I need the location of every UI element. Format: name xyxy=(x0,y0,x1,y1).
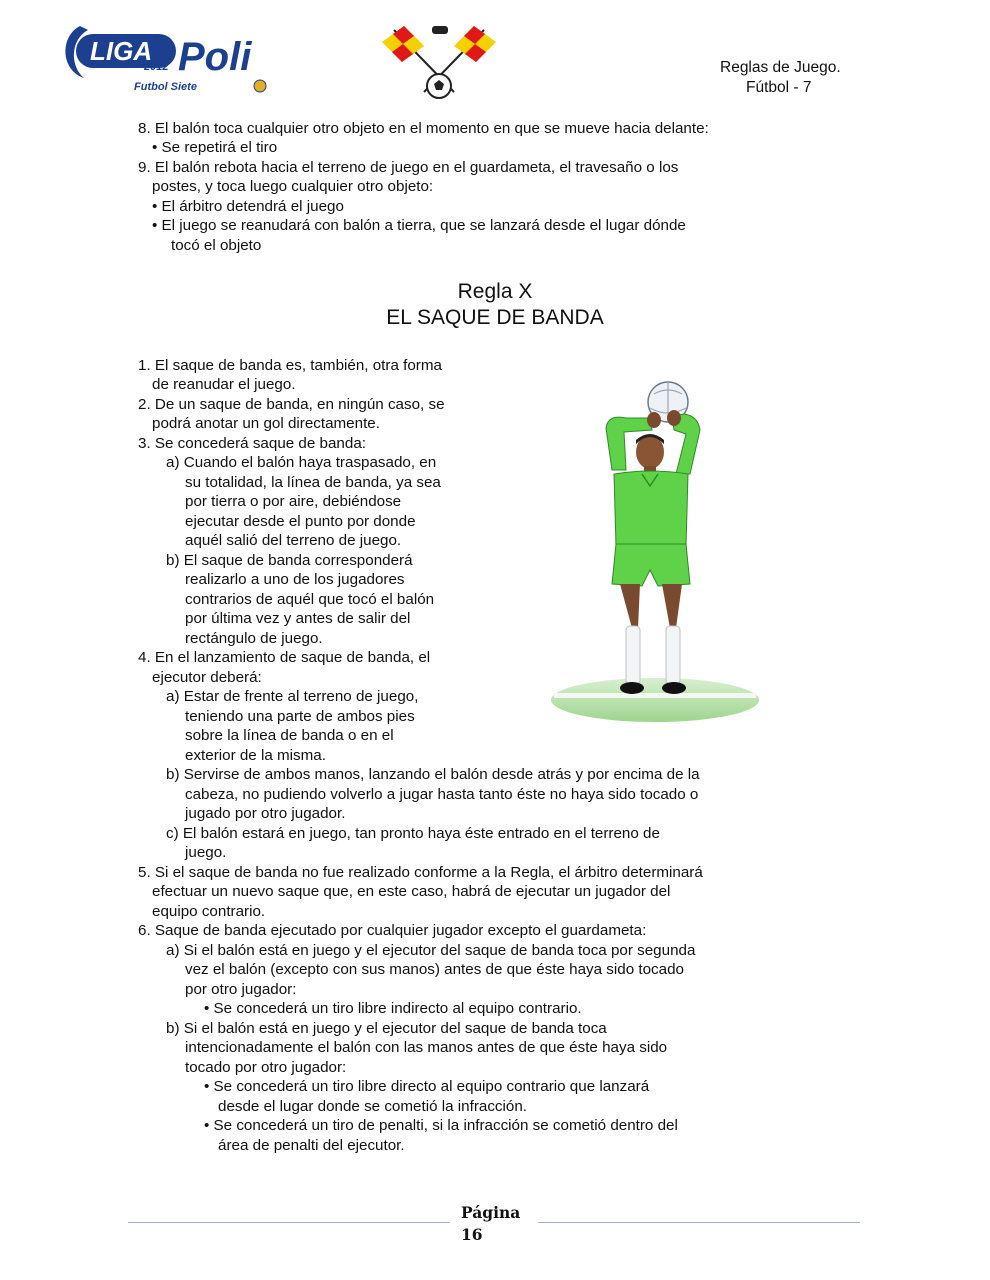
body-line: jugado por otro jugador. xyxy=(185,805,346,822)
body-line: c) El balón estará en juego, tan pronto haya éste entrado en el terreno de xyxy=(166,825,660,842)
body-line: podrá anotar un gol directamente. xyxy=(152,415,380,432)
body-line: juego. xyxy=(185,844,227,861)
body-line: vez el balón (excepto con sus manos) antes de que éste haya sido tocado xyxy=(185,961,684,978)
body-line: b) El saque de banda corresponderá xyxy=(166,552,413,569)
logo-year: 2012 xyxy=(144,61,169,73)
body-line: por tierra o por aire, debiéndose xyxy=(185,493,402,510)
intro-line: • Se repetirá el tiro xyxy=(152,139,278,156)
body-line: ejecutor deberá: xyxy=(152,669,262,686)
logo-brand: LIGA xyxy=(90,36,153,66)
body-line: • Se concederá un tiro de penalti, si la infracción se cometió dentro del xyxy=(204,1117,678,1134)
body-line: intencionadamente el balón con las manos antes de que éste haya sido xyxy=(185,1039,668,1056)
body-line: • Se concederá un tiro libre indirecto al equipo contrario. xyxy=(204,1000,582,1017)
body-line: desde el lugar donde se cometió la infracción. xyxy=(218,1098,528,1115)
body-line: 5. Si el saque de banda no fue realizado conforme a la Regla, el árbitro determinará xyxy=(138,864,703,881)
footer-rule-left xyxy=(128,1222,450,1223)
body-line: 2. De un saque de banda, en ningún caso, se xyxy=(138,396,445,413)
intro-line: tocó el objeto xyxy=(171,237,262,254)
body-line: • Se concederá un tiro libre directo al equipo contrario que lanzará xyxy=(204,1078,650,1095)
body-line: 6. Saque de banda ejecutado por cualquier jugador excepto el guardameta: xyxy=(138,922,647,939)
body-line: sobre la línea de banda o en el xyxy=(185,727,394,744)
liga-poli-logo xyxy=(58,14,283,96)
body-line: teniendo una parte de ambos pies xyxy=(185,708,415,725)
logo-tagline: Futbol Siete xyxy=(134,81,197,93)
body-line: su totalidad, la línea de banda, ya sea xyxy=(185,474,441,491)
body-line: área de penalti del ejecutor. xyxy=(218,1137,405,1154)
intro-line: • El juego se reanudará con balón a tierra, que se lanzará desde el lugar dónde xyxy=(152,217,686,234)
body-line: cabeza, no pudiendo volverlo a jugar hasta tanto éste no haya sido tocado o xyxy=(185,786,699,803)
body-line: a) Estar de frente al terreno de juego, xyxy=(166,688,419,705)
logo-name: Poli xyxy=(178,35,252,79)
throw-in-player-illustration xyxy=(550,378,760,728)
body-line: tocado por otro jugador: xyxy=(185,1059,347,1076)
body-line: ejecutar desde el punto por donde xyxy=(185,513,416,530)
doc-title-line1: Reglas de Juego. xyxy=(720,59,841,76)
referee-flags-icon xyxy=(374,22,504,102)
body-line: equipo contrario. xyxy=(152,903,266,920)
body-line: 4. En el lanzamiento de saque de banda, el xyxy=(138,649,431,666)
body-line: a) Si el balón está en juego y el ejecutor del saque de banda toca por segunda xyxy=(166,942,696,959)
body-line: efectuar un nuevo saque que, en este caso, habrá de ejecutar un jugador del xyxy=(152,883,671,900)
intro-line: postes, y toca luego cualquier otro objeto: xyxy=(152,178,434,195)
page-number: 16 xyxy=(461,1225,483,1244)
footer-rule-right xyxy=(538,1222,860,1223)
rule-number: Regla X xyxy=(457,280,533,303)
body-line: contrarios de aquél que tocó el balón xyxy=(185,591,435,608)
intro-line: 9. El balón rebota hacia el terreno de juego en el guardameta, el travesaño o los xyxy=(138,159,679,176)
body-line: realizarlo a uno de los jugadores xyxy=(185,571,405,588)
page-label: Página xyxy=(461,1203,521,1222)
body-line: 3. Se concederá saque de banda: xyxy=(138,435,366,452)
body-line: exterior de la misma. xyxy=(185,747,326,764)
body-line: a) Cuando el balón haya traspasado, en xyxy=(166,454,437,471)
doc-title-line2: Fútbol - 7 xyxy=(746,79,812,96)
body-line: aquél salió del terreno de juego. xyxy=(185,532,402,549)
body-line: 1. El saque de banda es, también, otra forma xyxy=(138,357,442,374)
body-line: rectángulo de juego. xyxy=(185,630,323,647)
body-line: por otro jugador: xyxy=(185,981,297,998)
body-line: b) Servirse de ambos manos, lanzando el balón desde atrás y por encima de la xyxy=(166,766,700,783)
intro-line: • El árbitro detendrá el juego xyxy=(152,198,344,215)
section-title: EL SAQUE DE BANDA xyxy=(386,306,604,329)
intro-line: 8. El balón toca cualquier otro objeto en el momento en que se mueve hacia delante: xyxy=(138,120,709,137)
body-line: por última vez y antes de salir del xyxy=(185,610,411,627)
body-line: b) Si el balón está en juego y el ejecutor del saque de banda toca xyxy=(166,1020,607,1037)
body-line: de reanudar el juego. xyxy=(152,376,296,393)
